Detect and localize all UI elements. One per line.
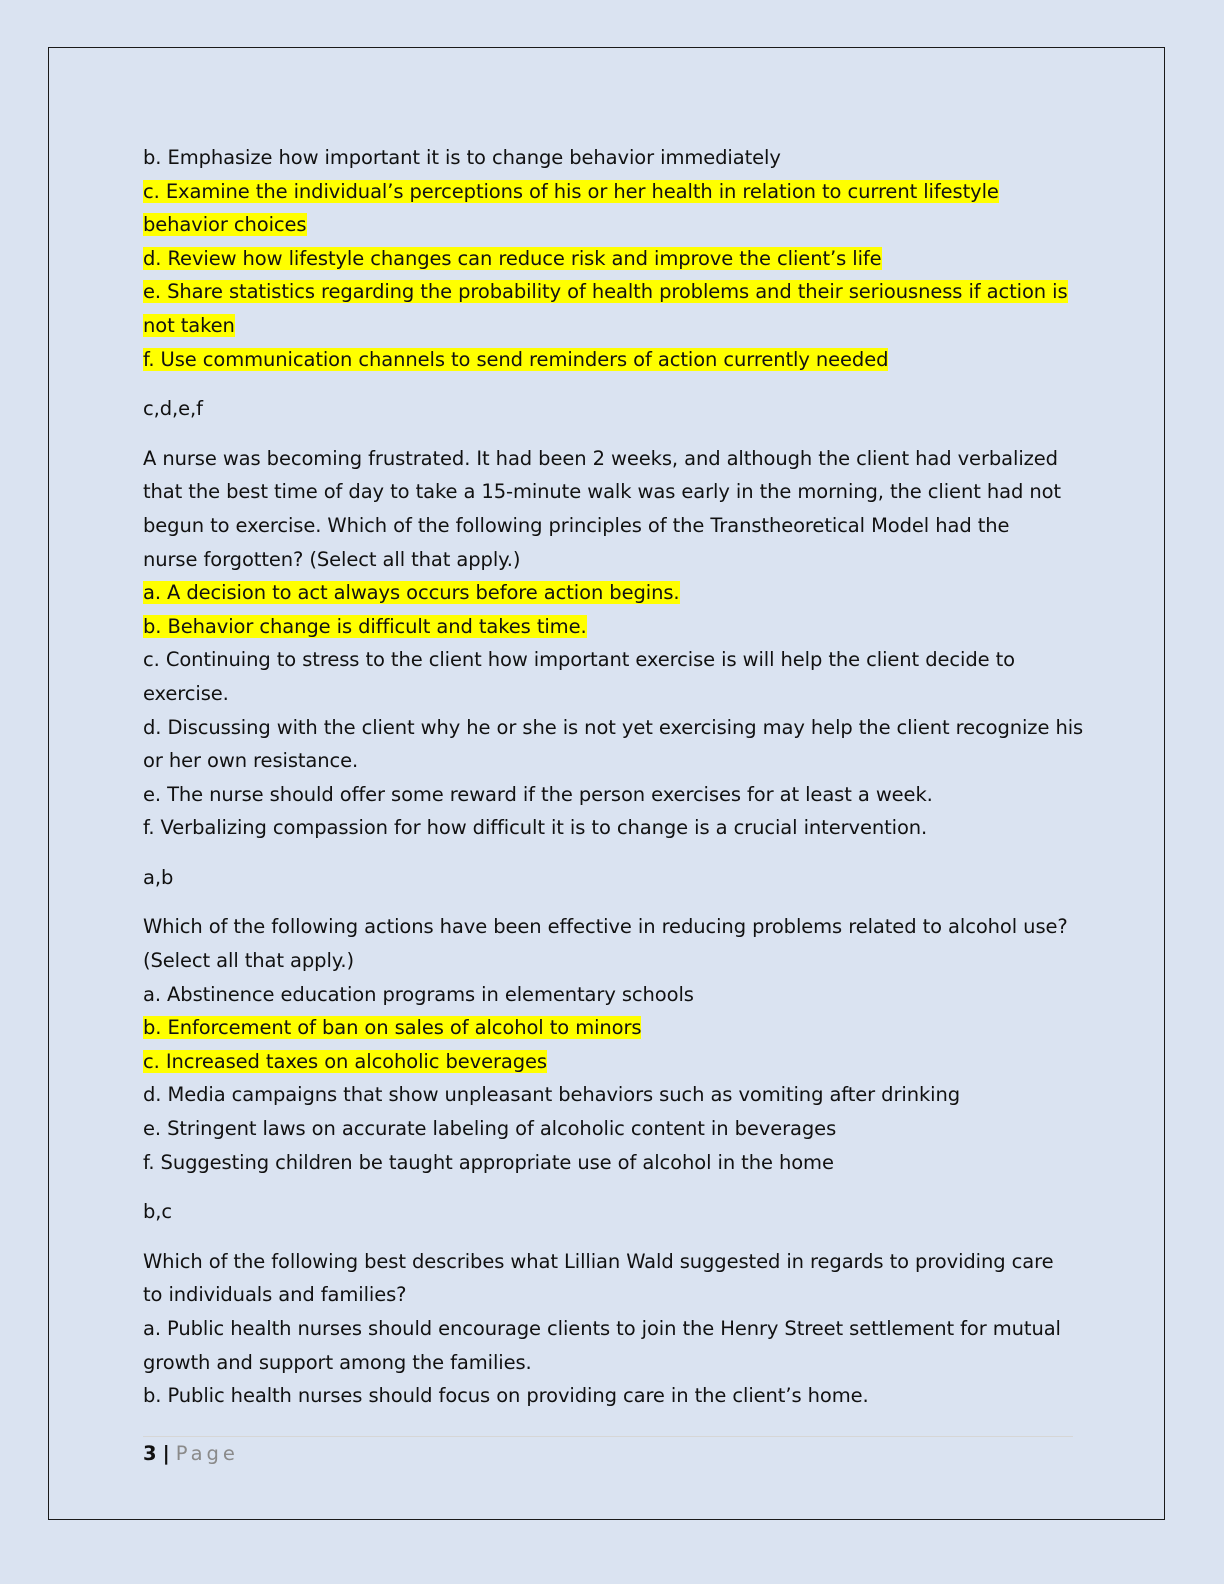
highlighted-option-text: b. Behavior change is difficult and takes time. <box>143 614 587 638</box>
option-line: exercise. <box>143 681 229 705</box>
answer-key: a,b <box>143 865 174 889</box>
highlighted-option-text: a. A decision to act always occurs before action begins. <box>143 581 680 605</box>
highlighted-option-text: e. Share statistics regarding the probability of health problems and their seriousness if action is <box>143 280 1068 304</box>
option-line: e. Stringent laws on accurate labeling of alcoholic content in beverages <box>143 1117 837 1141</box>
question-1-options <box>143 141 1083 376</box>
question-stem-line: that the best time of day to take a 15-minute walk was early in the morning, the client had not <box>143 480 1061 504</box>
option-line <box>143 275 1083 309</box>
option-line: b. Public health nurses should focus on providing care in the client’s home. <box>143 1384 869 1408</box>
option-line: or her own resistance. <box>143 749 359 773</box>
question-stem-line: (Select all that apply.) <box>143 949 355 973</box>
question-stem-line: to individuals and families? <box>143 1283 407 1307</box>
document-body <box>143 141 1083 1413</box>
page-footer <box>143 1438 239 1470</box>
highlighted-option-text: c. Increased taxes on alcoholic beverages <box>143 1049 547 1073</box>
answer-key: b,c <box>143 1200 172 1224</box>
highlighted-option-text: behavior choices <box>143 213 307 237</box>
option-line: growth and support among the families. <box>143 1350 532 1374</box>
question-4 <box>143 1245 1083 1413</box>
option-line <box>143 242 1083 276</box>
option-line: f. Suggesting children be taught appropriate use of alcohol in the home <box>143 1150 834 1174</box>
highlighted-option-text: d. Review how lifestyle changes can reduce risk and improve the client’s life <box>143 246 882 270</box>
question-stem-line: Which of the following best describes what Lillian Wald suggested in regards to providing care <box>143 1249 1054 1273</box>
highlighted-option-text: c. Examine the individual’s perceptions of his or her health in relation to current lifestyle <box>143 179 999 203</box>
option-line <box>143 1011 1083 1045</box>
question-stem-line: Which of the following actions have been effective in reducing problems related to alcohol use? <box>143 915 1068 939</box>
option-line <box>143 576 1083 610</box>
question-stem-line: nurse forgotten? (Select all that apply.) <box>143 547 521 571</box>
option-line <box>143 309 1083 343</box>
option-line <box>143 343 1083 377</box>
option-line <box>143 1045 1083 1079</box>
page-label: Page <box>175 1442 239 1465</box>
page-number: 3 <box>143 1442 157 1465</box>
highlighted-option-text: b. Enforcement of ban on sales of alcohol to minors <box>143 1016 642 1040</box>
option-line <box>143 610 1083 644</box>
answer-key: c,d,e,f <box>143 397 203 421</box>
option-line: d. Discussing with the client why he or she is not yet exercising may help the client recognize his <box>143 715 1084 739</box>
option-line <box>143 208 1083 242</box>
question-3 <box>143 910 1083 1179</box>
option-line: a. Public health nurses should encourage clients to join the Henry Street settlement for mutual <box>143 1317 1061 1340</box>
highlighted-option-text: f. Use communication channels to send reminders of action currently needed <box>143 347 889 371</box>
question-stem-line: A nurse was becoming frustrated. It had been 2 weeks, and although the client had verbalized <box>143 446 1058 470</box>
highlighted-option-text: not taken <box>143 313 235 337</box>
option-line: f. Verbalizing compassion for how difficult it is to change is a crucial intervention. <box>143 816 928 840</box>
option-line: c. Continuing to stress to the client how important exercise is will help the client decide to <box>143 648 1015 672</box>
option-line: b. Emphasize how important it is to change behavior immediately <box>143 146 781 169</box>
question-stem-line: begun to exercise. Which of the following principles of the Transtheoretical Model had the <box>143 513 1010 537</box>
option-line <box>143 175 1083 209</box>
footer-separator: | <box>162 1442 170 1465</box>
option-line: e. The nurse should offer some reward if the person exercises for at least a week. <box>143 782 933 806</box>
question-2 <box>143 442 1083 845</box>
option-line: a. Abstinence education programs in elementary schools <box>143 982 694 1006</box>
option-line: d. Media campaigns that show unpleasant behaviors such as vomiting after drinking <box>143 1083 960 1107</box>
footer-divider <box>143 1436 1073 1437</box>
